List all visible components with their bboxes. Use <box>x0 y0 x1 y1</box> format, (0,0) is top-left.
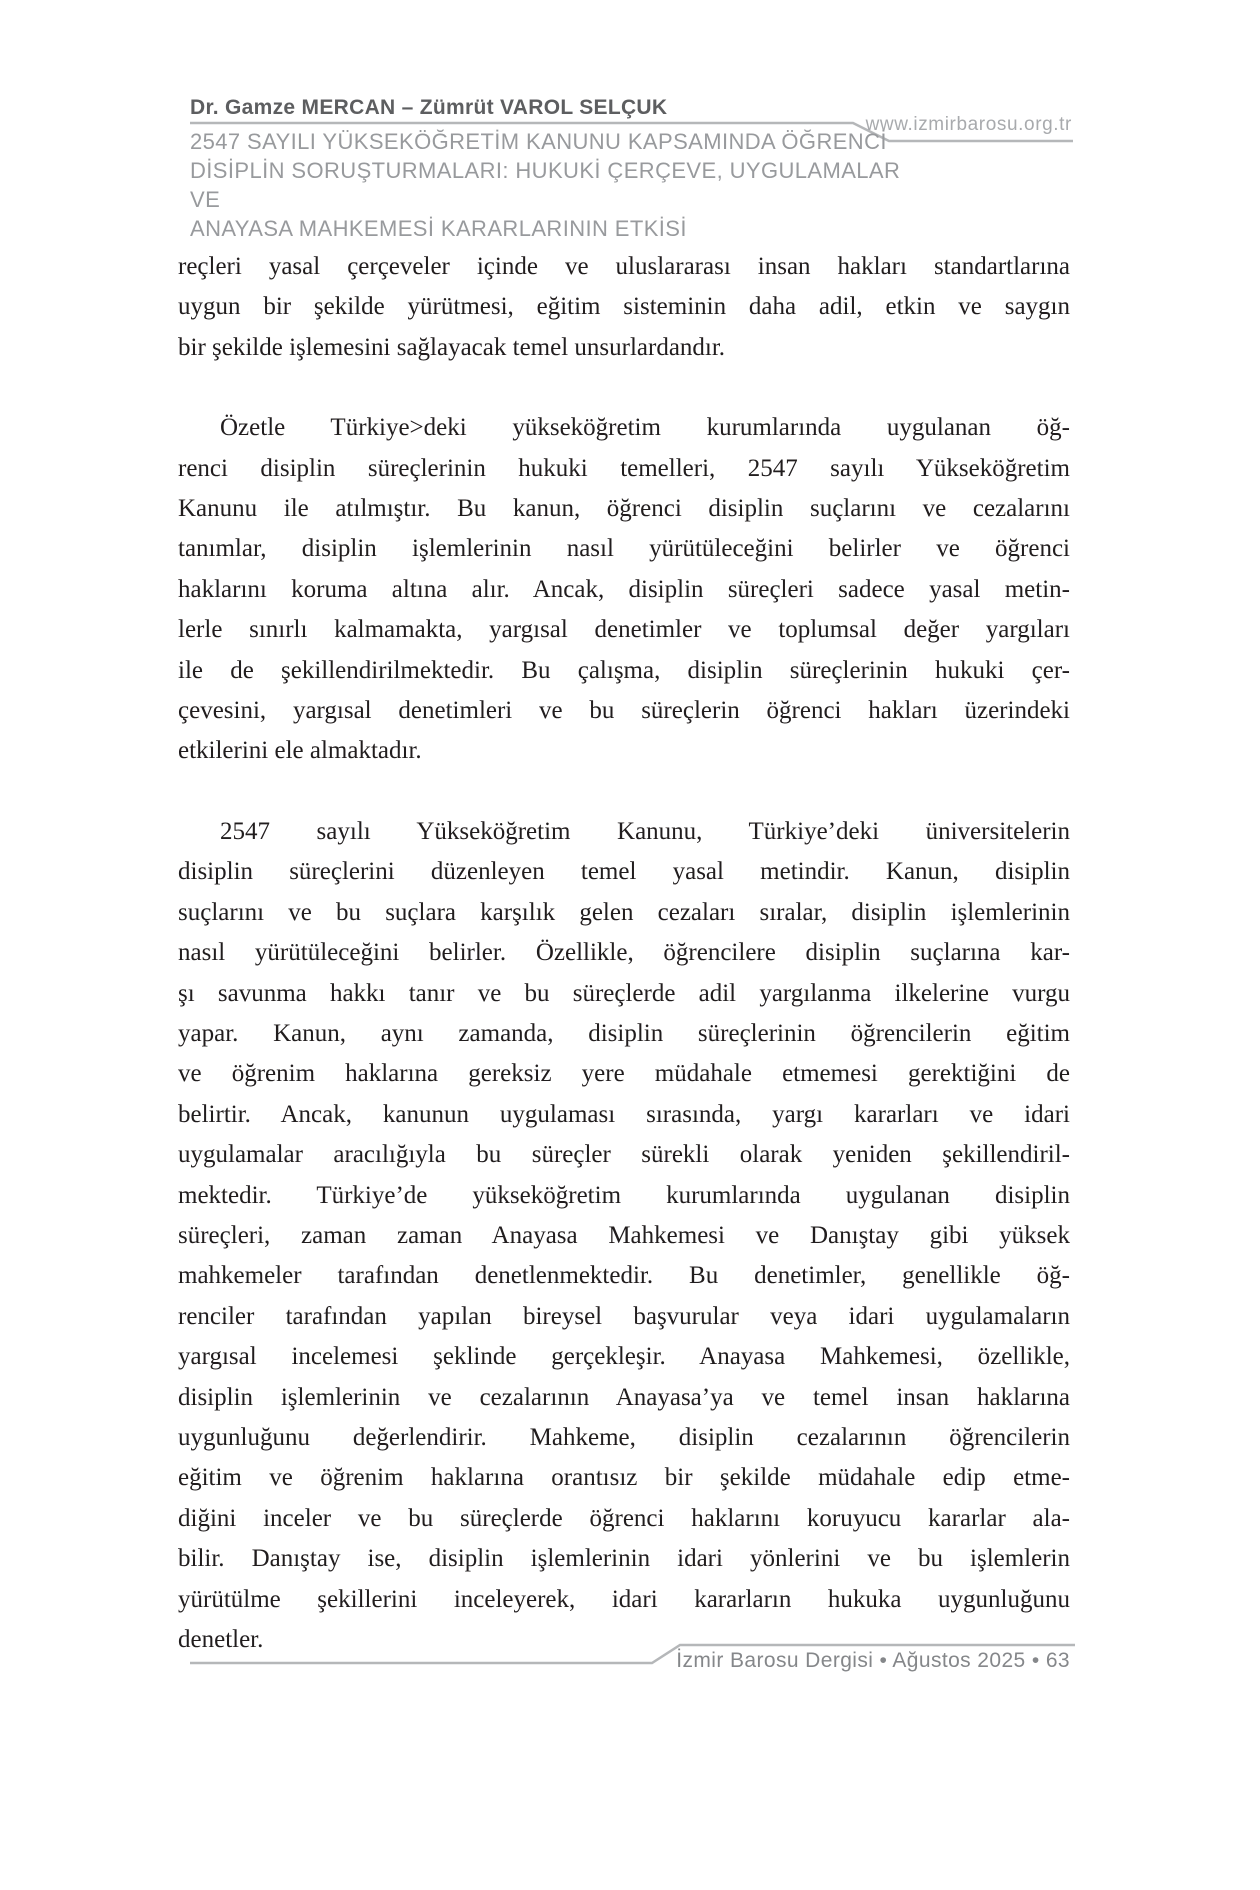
body-text-line: Özetle Türkiye>deki yükseköğretim kurumlarında uygulanan öğ- <box>220 414 1070 442</box>
body-text-line: tanımlar, disiplin işlemlerinin nasıl yürütüleceğini belirler ve öğrenci <box>178 535 1070 563</box>
paragraph <box>178 247 1070 368</box>
body-text-line: mektedir. Türkiye’de yükseköğretim kurumlarında uygulanan disiplin <box>178 1181 1070 1209</box>
body-text-line: bir şekilde işlemesini sağlayacak temel unsurlardandır. <box>178 333 726 361</box>
paragraph <box>178 812 1070 1661</box>
website-url: www.izmirbarosu.org.tr <box>865 114 1072 135</box>
body-text-line: şı savunma hakkı tanır ve bu süreçlerde adil yargılanma ilkelerine vurgu <box>178 979 1070 1007</box>
body-text-line: yürütülme şekillerini inceleyerek, idari kararların hukuka uygunluğunu <box>178 1585 1070 1613</box>
article-title <box>190 127 910 243</box>
body-text-line: lerle sınırlı kalmamakta, yargısal denetimler ve toplumsal değer yargıları <box>178 616 1070 644</box>
body-text-line: reçleri yasal çerçeveler içinde ve uluslararası insan hakları standartlarına <box>178 253 1070 280</box>
body-text-line: yapar. Kanun, aynı zamanda, disiplin süreçlerinin öğrencilerin eğitim <box>178 1019 1070 1047</box>
body-text-line: renci disiplin süreçlerinin hukuki temelleri, 2547 sayılı Yükseköğretim <box>178 454 1070 482</box>
body-text-line: etkilerini ele almaktadır. <box>178 737 422 765</box>
body-text-line: suçlarını ve bu suçlara karşılık gelen cezaları sıralar, disiplin işlemlerinin <box>178 898 1070 926</box>
body-text-line: disiplin işlemlerinin ve cezalarının Anayasa’ya ve temel insan haklarına <box>178 1383 1070 1411</box>
body-text-line: çevesini, yargısal denetimleri ve bu süreçlerin öğrenci hakları üzerindeki <box>178 697 1070 725</box>
body-text-line: mahkemeler tarafından denetlenmektedir. Bu denetimler, genellikle öğ- <box>178 1262 1070 1290</box>
body-text-line: nasıl yürütüleceğini belirler. Özellikle, öğrencilere disiplin suçlarına kar- <box>178 939 1070 967</box>
body-text-line: haklarını koruma altına alır. Ancak, disiplin süreçleri sadece yasal metin- <box>178 575 1070 603</box>
article-title-line: 2547 SAYILI YÜKSEKÖĞRETİM KANUNU KAPSAMINDA ÖĞRENCİ <box>190 129 887 154</box>
body-text-line: eğitim ve öğrenim haklarına orantısız bir şekilde müdahale edip etme- <box>178 1464 1070 1492</box>
body-text-line: disiplin süreçlerini düzenleyen temel yasal metindir. Kanun, disiplin <box>178 858 1070 886</box>
body-text-line: belirtir. Ancak, kanunun uygulaması sırasında, yargı kararları ve idari <box>178 1100 1070 1128</box>
body-text-line: uygunluğunu değerlendirir. Mahkeme, disiplin cezalarının öğrencilerin <box>178 1423 1070 1451</box>
body-text-line: yargısal incelemesi şeklinde gerçekleşir. Anayasa Mahkemesi, özellikle, <box>178 1343 1070 1371</box>
journal-issue-page-number: İzmir Barosu Dergisi • Ağustos 2025 • 63 <box>676 1649 1070 1672</box>
body-text-line: renciler tarafından yapılan bireysel başvurular veya idari uygulamaların <box>178 1302 1070 1330</box>
article-title-line: ANAYASA MAHKEMESİ KARARLARININ ETKİSİ <box>190 216 687 241</box>
body-text-line: süreçleri, zaman zaman Anayasa Mahkemesi ve Danıştay gibi yüksek <box>178 1221 1070 1249</box>
article-title-line: DİSİPLİN SORUŞTURMALARI: HUKUKİ ÇERÇEVE, UYGULAMALAR VE <box>190 158 901 212</box>
body-text-line: ile de şekillendirilmektedir. Bu çalışma, disiplin süreçlerinin hukuki çer- <box>178 656 1070 684</box>
body-text-line: bilir. Danıştay ise, disiplin işlemlerinin idari yönlerini ve bu işlemlerin <box>178 1545 1070 1573</box>
body-text-line: ve öğrenim haklarına gereksiz yere müdahale etmemesi gerektiğini de <box>178 1060 1070 1088</box>
body-text-line: diğini inceler ve bu süreçlerde öğrenci haklarını koruyucu kararlar ala- <box>178 1504 1070 1532</box>
body-text-line: 2547 sayılı Yükseköğretim Kanunu, Türkiye’deki üniversitelerin <box>220 817 1070 845</box>
paragraph <box>178 408 1070 772</box>
article-body <box>178 247 1070 1660</box>
body-text-line: denetler. <box>178 1626 264 1653</box>
authors-byline: Dr. Gamze MERCAN – Zümrüt VAROL SELÇUK <box>190 96 668 119</box>
body-text-line: Kanunu ile atılmıştır. Bu kanun, öğrenci disiplin suçlarını ve cezalarını <box>178 495 1070 523</box>
body-text-line: uygun bir şekilde yürütmesi, eğitim sisteminin daha adil, etkin ve saygın <box>178 293 1070 321</box>
body-text-line: uygulamalar aracılığıyla bu süreçler sürekli olarak yeniden şekillendiril- <box>178 1141 1070 1169</box>
